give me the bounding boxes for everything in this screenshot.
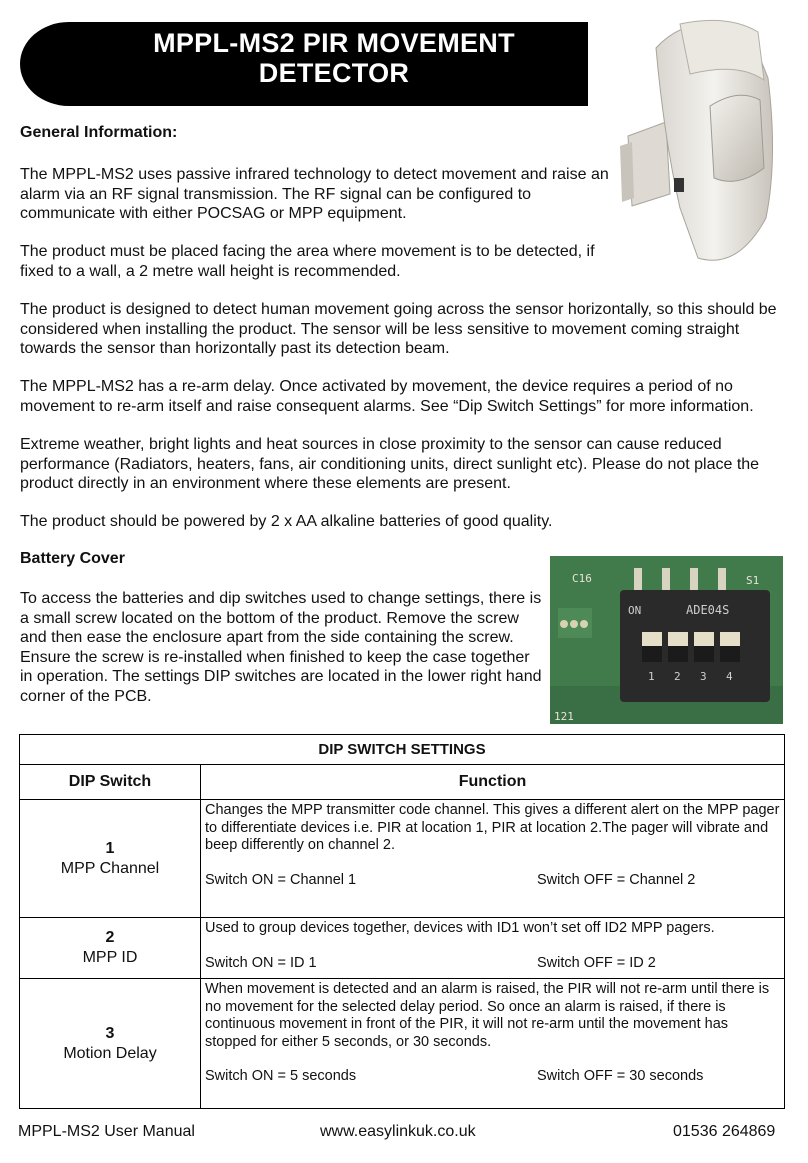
general-paragraph-1: The MPPL-MS2 uses passive infrared technology to detect movement and raise an alarm via an RF signal transmission. The RF signal can be configured to communicate with either POCSAG or MPP equipment. (20, 166, 609, 222)
battery-paragraph: To access the batteries and dip switches used to change settings, there is a small screw located on the bottom of the product. Remove the screw and then ease the enclosure apart from the side containing the screw. Ensure the screw is re-installed when finished to keep the case together in operation. The settings DIP switches are located in the lower right hand corner of the PCB. (20, 590, 542, 705)
switch-on-value: Switch ON = ID 1 (205, 954, 317, 971)
footer-website-link[interactable]: www.easylinkuk.co.uk (320, 1123, 476, 1140)
title-line-1: MPPL-MS2 PIR MOVEMENT (153, 28, 515, 58)
pcb-label-n2: 2 (674, 670, 681, 683)
pcb-label-n3: 3 (700, 670, 707, 683)
switch-cell (20, 800, 201, 918)
column-header-dip-switch: DIP Switch (20, 765, 201, 800)
column-header-function: Function (201, 765, 785, 800)
switch-cell (20, 918, 201, 979)
general-paragraph-5: Extreme weather, bright lights and heat sources in close proximity to the sensor can cause reduced performance (Radiators, heaters, fans, air conditioning units, direct sunlight etc). Please do not place the product directly in an environment where these elements are present. (20, 436, 760, 492)
switch-on-value: Switch ON = Channel 1 (205, 871, 357, 888)
pcb-label-n4: 4 (726, 670, 733, 683)
pcb-label-model: ADE04S (686, 603, 730, 617)
dip-switch-table (19, 734, 785, 1109)
function-cell (201, 800, 785, 918)
pcb-dip-switch-photo (550, 556, 783, 724)
title-banner (20, 22, 588, 106)
general-paragraph-6: The product should be powered by 2 x AA alkaline batteries of good quality. (20, 513, 553, 530)
pir-detector-photo (618, 18, 790, 268)
function-description: Used to group devices together, devices with ID1 won’t set off ID2 MPP pagers. (205, 920, 715, 936)
switch-off-value: Switch OFF = ID 2 (537, 954, 656, 971)
switch-on-value: Switch ON = 5 seconds (205, 1068, 357, 1084)
pcb-label-n1: 1 (648, 670, 655, 683)
table-row (20, 979, 785, 1109)
switch-off-value: Switch OFF = 30 seconds (537, 1068, 704, 1084)
switch-name: Motion Delay (63, 1044, 157, 1062)
general-information-heading: General Information: (20, 124, 178, 141)
pcb-label-on: ON (628, 604, 642, 617)
table-row (20, 918, 785, 979)
table-caption: DIP SWITCH SETTINGS (20, 735, 785, 765)
page-title (80, 28, 588, 88)
footer-phone: 01536 264869 (673, 1123, 776, 1140)
function-cell (201, 918, 785, 979)
function-description: When movement is detected and an alarm is raised, the PIR will not re-arm until there is no movement for the selected delay period. So once an alarm is raised, if there is continuous movement in front of the PIR, it will not re-arm until the movement has stopped for either 5 seconds, or 30 seconds. (205, 981, 770, 1050)
switch-number: 3 (105, 1024, 115, 1042)
general-paragraph-2: The product must be placed facing the area where movement is to be detected, if fixed to a wall, a 2 metre wall height is recommended. (20, 243, 595, 280)
switch-number: 1 (105, 839, 115, 857)
pcb-label-c16: C16 (572, 572, 592, 585)
general-paragraph-3: The product is designed to detect human movement going across the sensor horizontally, so this should be considered when installing the product. The sensor will be less sensitive to movement coming straight towards the sensor than horizontally past its detection beam. (20, 301, 777, 357)
pcb-label-121: 121 (554, 710, 574, 723)
switch-off-value: Switch OFF = Channel 2 (537, 871, 696, 888)
battery-cover-heading: Battery Cover (20, 550, 125, 567)
switch-cell (20, 979, 201, 1109)
function-description: Changes the MPP transmitter code channel. This gives a different alert on the MPP pager to differentiate devices i.e. PIR at location 1, PIR at location 2.The pager will vibrate and beep differently on channel 2. (205, 802, 780, 853)
general-paragraph-4: The MPPL-MS2 has a re-arm delay. Once activated by movement, the device requires a period of no movement to re-arm itself and raise consequent alarms. See “Dip Switch Settings” for more information. (20, 378, 754, 415)
title-line-2: DETECTOR (258, 58, 410, 88)
switch-name: MPP ID (82, 949, 138, 966)
pcb-label-s1: S1 (746, 574, 760, 587)
switch-name: MPP Channel (60, 859, 160, 877)
switch-number: 2 (105, 929, 115, 946)
function-cell (201, 979, 785, 1109)
table-row (20, 800, 785, 918)
footer-manual-title: MPPL-MS2 User Manual (18, 1123, 195, 1140)
